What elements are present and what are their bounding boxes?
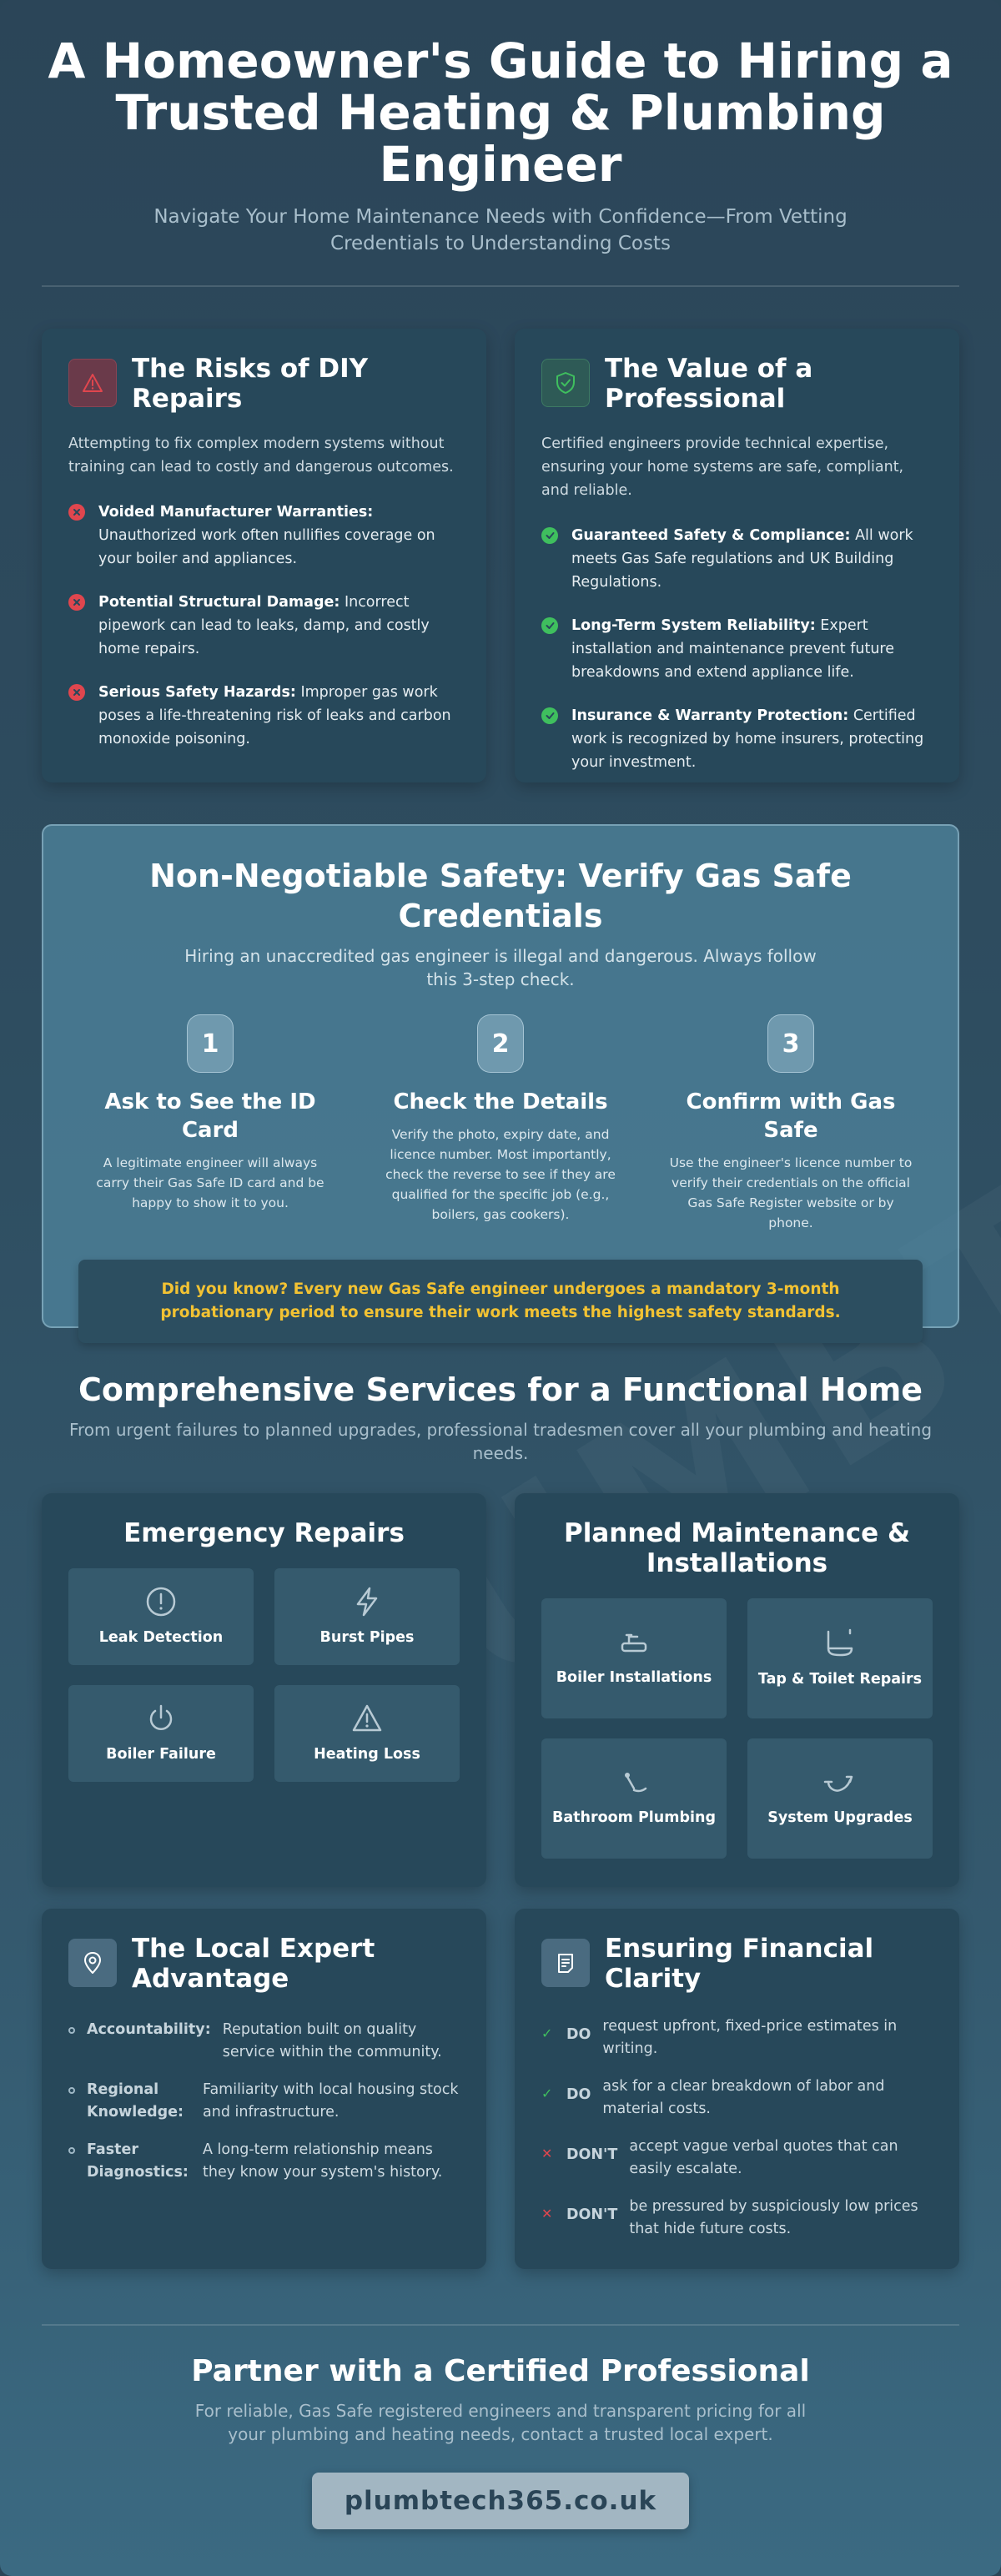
list-item: Insurance & Warranty Protection: Certified work is recognized by home insurers, protecting your investment. bbox=[541, 704, 933, 774]
tile-label: Bathroom Plumbing bbox=[551, 1809, 716, 1826]
step-number: 2 bbox=[477, 1014, 524, 1073]
service-tile-boiler-failure bbox=[68, 1685, 254, 1782]
close-circle-icon bbox=[68, 594, 85, 611]
value-list bbox=[541, 524, 933, 774]
local-financial-row bbox=[42, 1909, 959, 2269]
safety-step-2 bbox=[367, 1014, 634, 1233]
local-expert-title: The Local Expert Advantage bbox=[132, 1934, 375, 1994]
bullet-dot-icon bbox=[68, 2087, 75, 2094]
planned-maintenance-title: Planned Maintenance & Installations bbox=[563, 1518, 910, 1578]
step-description: Use the engineer's licence number to verify their credentials on the official Gas Safe Register website or by phone. bbox=[669, 1155, 913, 1230]
service-tile-bathroom-plumbing bbox=[541, 1738, 727, 1859]
step-description: Verify the photo, expiry date, and licence number. Most importantly, check the reverse to see if they are qualified for the specific job (e.g., boilers, gas cookers). bbox=[385, 1127, 616, 1222]
list-item: Long-Term System Reliability: Expert installation and maintenance prevent future breakdowns and extend appliance life. bbox=[541, 614, 933, 684]
step-number: 1 bbox=[187, 1014, 234, 1073]
local-expert-header bbox=[68, 1934, 460, 1994]
list-item: Guaranteed Safety & Compliance: All work meets Gas Safe regulations and UK Building Regulations. bbox=[541, 524, 933, 594]
warning-triangle-icon bbox=[68, 359, 117, 407]
step-title: Ask to See the ID Card bbox=[104, 1089, 316, 1143]
refresh-icon bbox=[822, 1768, 858, 1799]
do-tag: DO bbox=[566, 2026, 591, 2043]
safety-step-3 bbox=[657, 1014, 924, 1233]
dont-tag: DON'T bbox=[566, 2146, 618, 2163]
step-description: A legitimate engineer will always carry their Gas Safe ID card and be happy to show it to you. bbox=[96, 1155, 324, 1210]
list-item: Serious Safety Hazards: Improper gas work poses a life-threatening risk of leaks and carbon monoxide poisoning. bbox=[68, 681, 460, 751]
emergency-tiles bbox=[68, 1568, 460, 1802]
dont-tag: DON'T bbox=[566, 2206, 618, 2223]
emergency-repairs-card bbox=[42, 1493, 486, 1887]
location-pin-icon bbox=[68, 1939, 117, 1987]
tile-label: Tap & Toilet Repairs bbox=[757, 1670, 923, 1688]
value-intro: Certified engineers provide technical expertise, ensuring your home systems are safe, compliant, and reliable. bbox=[541, 435, 904, 499]
planned-tiles bbox=[541, 1598, 933, 1879]
service-tile-leak-detection bbox=[68, 1568, 254, 1665]
list-item bbox=[68, 2079, 460, 2124]
close-circle-icon bbox=[68, 504, 85, 521]
risks-intro: Attempting to fix complex modern systems without training can lead to costly and dangerous outcomes. bbox=[68, 435, 454, 475]
local-expert-list bbox=[68, 2019, 460, 2184]
toilet-icon bbox=[823, 1627, 857, 1660]
header-divider bbox=[42, 285, 959, 287]
list-item bbox=[541, 2136, 933, 2181]
risks-card bbox=[42, 329, 486, 782]
services-header bbox=[42, 1370, 959, 1465]
step-title: Check the Details bbox=[393, 1089, 608, 1114]
services-subtitle: From urgent failures to planned upgrades, professional tradesmen cover all your plumbing and heating needs. bbox=[68, 1420, 933, 1463]
services-title: Comprehensive Services for a Functional Home bbox=[78, 1371, 923, 1408]
list-item bbox=[68, 2139, 460, 2184]
financial-clarity-header bbox=[541, 1934, 933, 1994]
list-item bbox=[541, 2075, 933, 2121]
tile-label: Boiler Installations bbox=[556, 1668, 712, 1686]
page-subtitle: Navigate Your Home Maintenance Needs with Confidence—From Vetting Credentials to Understanding Costs bbox=[153, 206, 848, 254]
services-row bbox=[42, 1493, 959, 1887]
boiler-icon bbox=[617, 1628, 651, 1658]
tile-label: Burst Pipes bbox=[319, 1628, 415, 1646]
service-tile-system-upgrades bbox=[747, 1738, 933, 1859]
item-value: Familiarity with local housing stock and infrastructure. bbox=[203, 2081, 459, 2121]
risks-list bbox=[68, 501, 460, 751]
risks-card-header bbox=[68, 354, 460, 414]
alert-circle-icon bbox=[144, 1585, 178, 1618]
did-you-know-note: Did you know? Every new Gas Safe engineer undergoes a mandatory 3-month probationary period to ensure their work meets the highest safety standards. bbox=[78, 1260, 923, 1343]
close-circle-icon bbox=[68, 684, 85, 701]
list-item bbox=[541, 2015, 933, 2060]
financial-clarity-list bbox=[541, 2015, 933, 2241]
risks-title: The Risks of DIY Repairs bbox=[132, 354, 369, 414]
check-icon: ✓ bbox=[541, 2085, 553, 2101]
financial-clarity-card bbox=[515, 1909, 959, 2269]
item-value: A long-term relationship means they know your system's history. bbox=[203, 2141, 443, 2181]
check-icon: ✓ bbox=[541, 2025, 553, 2041]
warning-triangle-icon bbox=[350, 1702, 384, 1735]
check-circle-icon bbox=[541, 617, 558, 634]
footer-title: Partner with a Certified Professional bbox=[191, 2354, 810, 2388]
footer bbox=[42, 2352, 959, 2529]
check-circle-icon bbox=[541, 527, 558, 544]
list-item: Potential Structural Damage: Incorrect pipework can lead to leaks, damp, and costly home repairs. bbox=[68, 591, 460, 661]
bullet-dot-icon bbox=[68, 2027, 75, 2034]
footer-divider bbox=[42, 2324, 959, 2326]
do-tag: DO bbox=[566, 2086, 591, 2103]
planned-maintenance-card bbox=[515, 1493, 959, 1887]
power-icon bbox=[144, 1702, 178, 1735]
step-number: 3 bbox=[767, 1014, 814, 1073]
item-text: request upfront, fixed-price estimates in writing. bbox=[602, 2018, 898, 2057]
item-value: Reputation built on quality service within the community. bbox=[222, 2021, 442, 2060]
cross-icon: ✕ bbox=[541, 2146, 553, 2161]
list-item bbox=[68, 2019, 460, 2064]
service-tile-heating-loss bbox=[274, 1685, 460, 1782]
tile-label: System Upgrades bbox=[767, 1809, 913, 1826]
safety-steps bbox=[77, 1014, 924, 1233]
item-text: ask for a clear breakdown of labor and material costs. bbox=[602, 2078, 885, 2117]
local-expert-card bbox=[42, 1909, 486, 2269]
bathtub-icon bbox=[617, 1768, 651, 1799]
value-card bbox=[515, 329, 959, 782]
receipt-icon bbox=[541, 1939, 590, 1987]
service-tile-boiler-installations bbox=[541, 1598, 727, 1718]
item-key: Accountability: bbox=[87, 2021, 211, 2038]
website-cta-button[interactable]: plumbtech365.co.uk bbox=[312, 2473, 689, 2529]
risks-value-row bbox=[42, 329, 959, 782]
check-circle-icon bbox=[541, 707, 558, 724]
bullet-dot-icon bbox=[68, 2147, 75, 2154]
service-tile-tap-toilet-repairs bbox=[747, 1598, 933, 1718]
item-text: be pressured by suspiciously low prices that hide future costs. bbox=[629, 2198, 918, 2237]
safety-title: Non-Negotiable Safety: Verify Gas Safe Credentials bbox=[149, 858, 852, 934]
financial-clarity-title: Ensuring Financial Clarity bbox=[605, 1934, 874, 1994]
item-key: Regional Knowledge: bbox=[87, 2081, 184, 2121]
header bbox=[42, 0, 959, 287]
safety-step-1 bbox=[77, 1014, 344, 1233]
value-title: The Value of a Professional bbox=[605, 354, 813, 414]
cross-icon: ✕ bbox=[541, 2206, 553, 2221]
page-title: A Homeowner's Guide to Hiring a Trusted Heating & Plumbing Engineer bbox=[48, 33, 953, 193]
footer-subtitle: For reliable, Gas Safe registered engineers and transparent pricing for all your plumbing and heating needs, contact a trusted local expert. bbox=[194, 2401, 807, 2444]
safety-subtitle: Hiring an unaccredited gas engineer is illegal and dangerous. Always follow this 3-step check. bbox=[184, 946, 817, 989]
step-title: Confirm with Gas Safe bbox=[686, 1089, 896, 1143]
service-tile-burst-pipes bbox=[274, 1568, 460, 1665]
tile-label: Leak Detection bbox=[98, 1628, 224, 1646]
item-text: accept vague verbal quotes that can easily escalate. bbox=[629, 2138, 898, 2177]
tile-label: Heating Loss bbox=[314, 1745, 420, 1763]
emergency-repairs-title: Emergency Repairs bbox=[123, 1518, 405, 1548]
lightning-bolt-icon bbox=[350, 1585, 384, 1618]
item-key: Faster Diagnostics: bbox=[87, 2141, 189, 2181]
shield-check-icon bbox=[541, 359, 590, 407]
value-card-header bbox=[541, 354, 933, 414]
safety-panel bbox=[42, 824, 959, 1328]
list-item: Voided Manufacturer Warranties: Unauthorized work often nullifies coverage on your boiler and appliances. bbox=[68, 501, 460, 571]
list-item bbox=[541, 2196, 933, 2241]
tile-label: Boiler Failure bbox=[106, 1745, 216, 1763]
